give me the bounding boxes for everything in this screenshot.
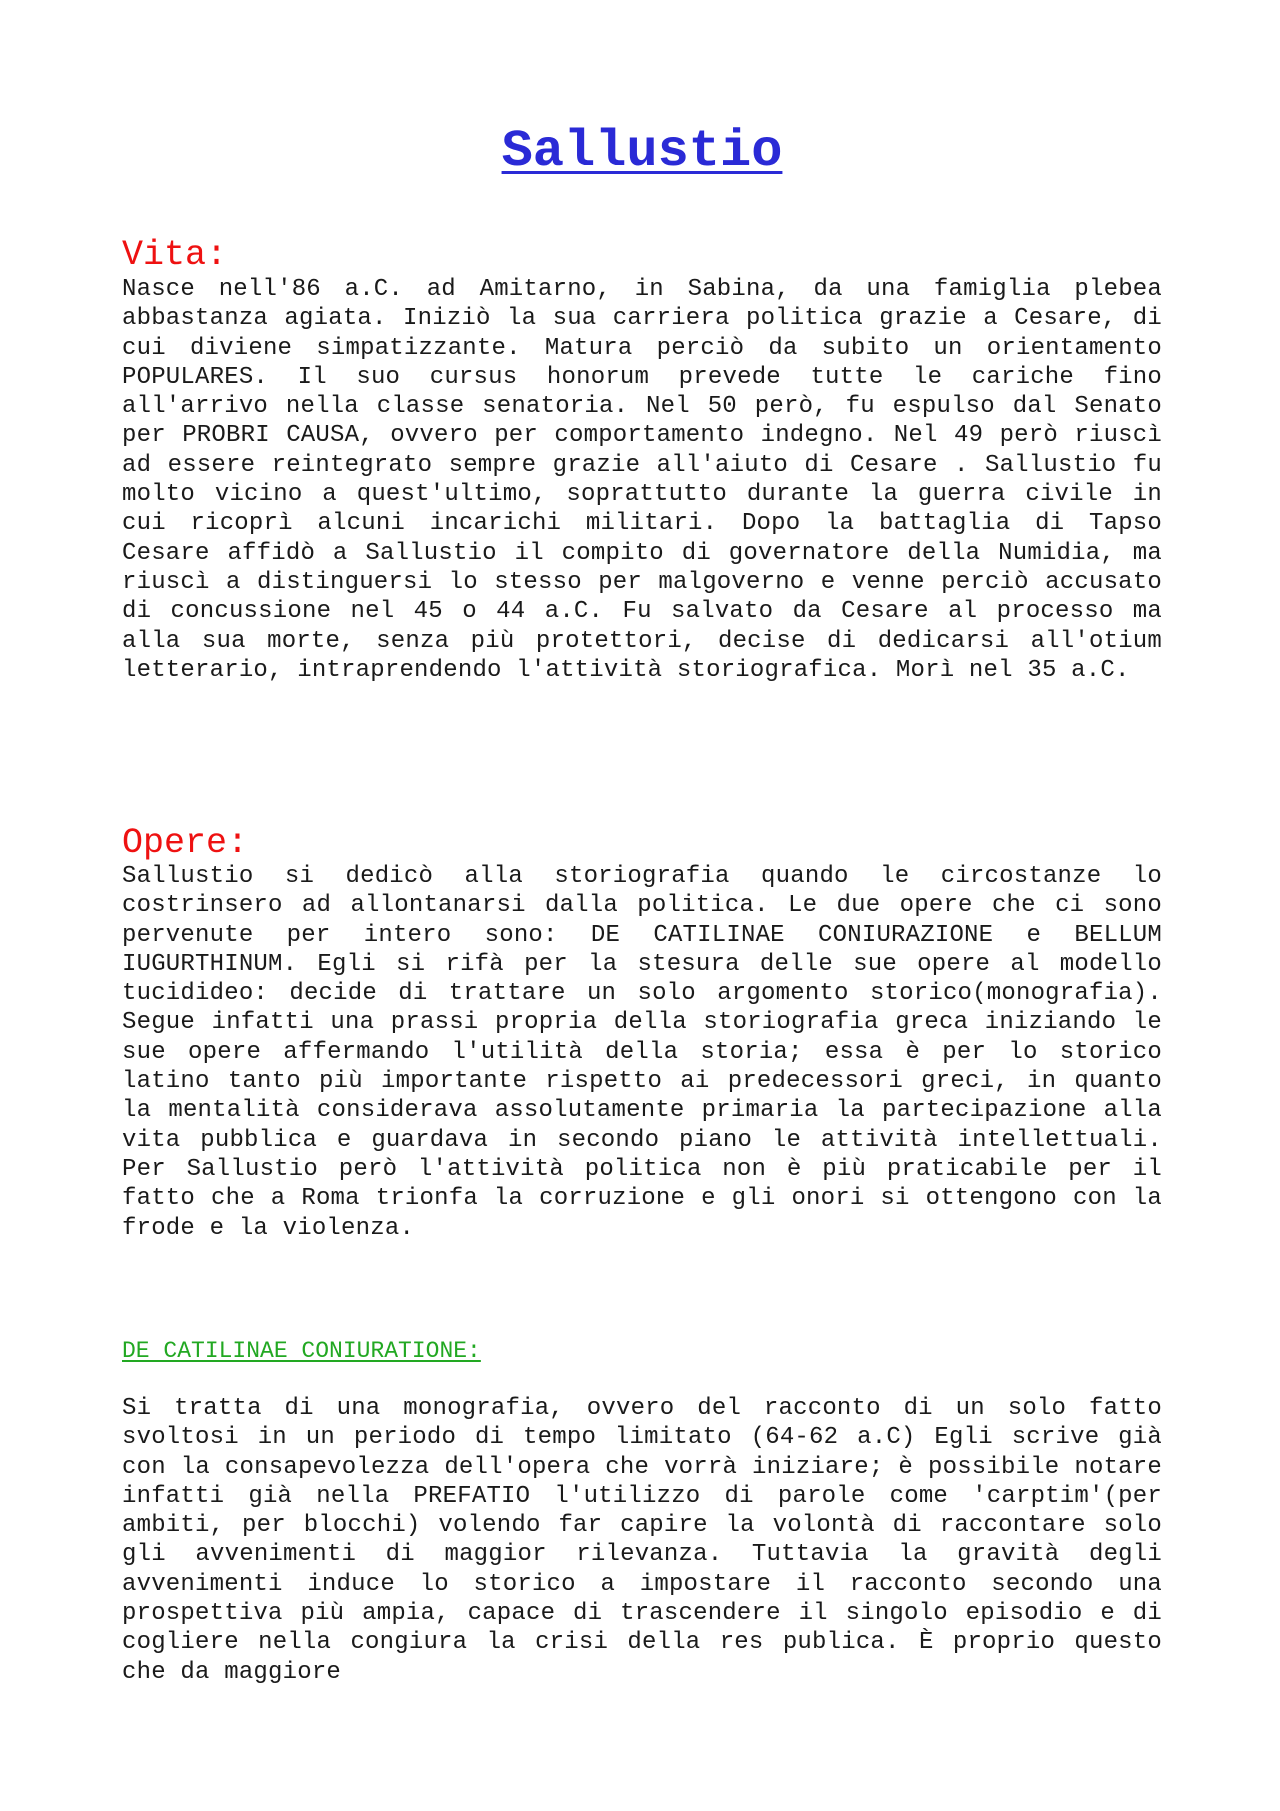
section-body-opere: Sallustio si dedicò alla storiografia quando le circostanze lo costrinsero ad allontanarsi dalla politica. Le due opere che ci sono pervenute per intero sono: DE CATILINAE CONIURAZIONE e BELLUM IUGURTHINUM. Egli si rifà per la stesura delle sue opere al modello tucidideo: decide di trattare un solo argomento storico(monografia). Segue infatti una prassi propria della storiografia greca iniziando le sue opere affermando l'utilità della storia; essa è per lo storico latino tanto più importante rispetto ai predecessori greci, in quanto la mentalità considerava assolutamente primaria la partecipazione alla vita pubblica e guardava in secondo piano le attività intellettuali. Per Sallustio però l'attività politica non è più praticabile per il fatto che a Roma trionfa la corruzione e gli onori si ottengono con la frode e la violenza. [122,863,1162,1242]
section-body-vita: Nasce nell'86 a.C. ad Amitarno, in Sabina, da una famiglia plebea abbastanza agiata. Iniziò la sua carriera politica grazie a Cesare, di cui diviene simpatizzante. Matura perciò da subito un orientamento POPULARES. Il suo cursus honorum prevede tutte le cariche fino all'arrivo nella classe senatoria. Nel 50 però, fu espulso dal Senato per PROBRI CAUSA, ovvero per comportamento indegno. Nel 49 però riuscì ad essere reintegrato sempre grazie all'aiuto di Cesare . Sallustio fu molto vicino a quest'ultimo, soprattutto durante la guerra civile in cui ricoprì alcuni incarichi militari. Dopo la battaglia di Tapso Cesare affidò a Sallustio il compito di governatore della Numidia, ma riuscì a distinguersi lo stesso per malgoverno e venne perciò accusato di concussione nel 45 o 44 a.C. Fu salvato da Cesare al processo ma alla sua morte, senza più protettori, decise di dedicarsi all'otium letterario, intraprendendo l'attività storiografica. Morì nel 35 a.C. [122,276,1162,684]
section-body-catilinae: Si tratta di una monografia, ovvero del racconto di un solo fatto svoltosi in un periodo di tempo limitato (64-62 a.C) Egli scrive già con la consapevolezza dell'opera che vorrà iniziare; è possibile notare infatti già nella PREFATIO l'utilizzo di parole come 'carptim'(per ambiti, per blocchi) volendo far capire la volontà di raccontare solo gli avvenimenti di maggior rilevanza. Tuttavia la gravità degli avvenimenti induce lo storico a impostare il racconto secondo una prospettiva più ampia, capace di trascendere il singolo episodio e di cogliere nella congiura la crisi della res publica. È proprio questo che da maggiore [122,1395,1162,1686]
section-heading-catilinae: DE CATILINAE CONIURATIONE: [122,1338,481,1364]
page-title: Sallustio [501,122,783,181]
section-heading-vita: Vita: [122,235,228,275]
section-heading-opere: Opere: [122,823,249,863]
